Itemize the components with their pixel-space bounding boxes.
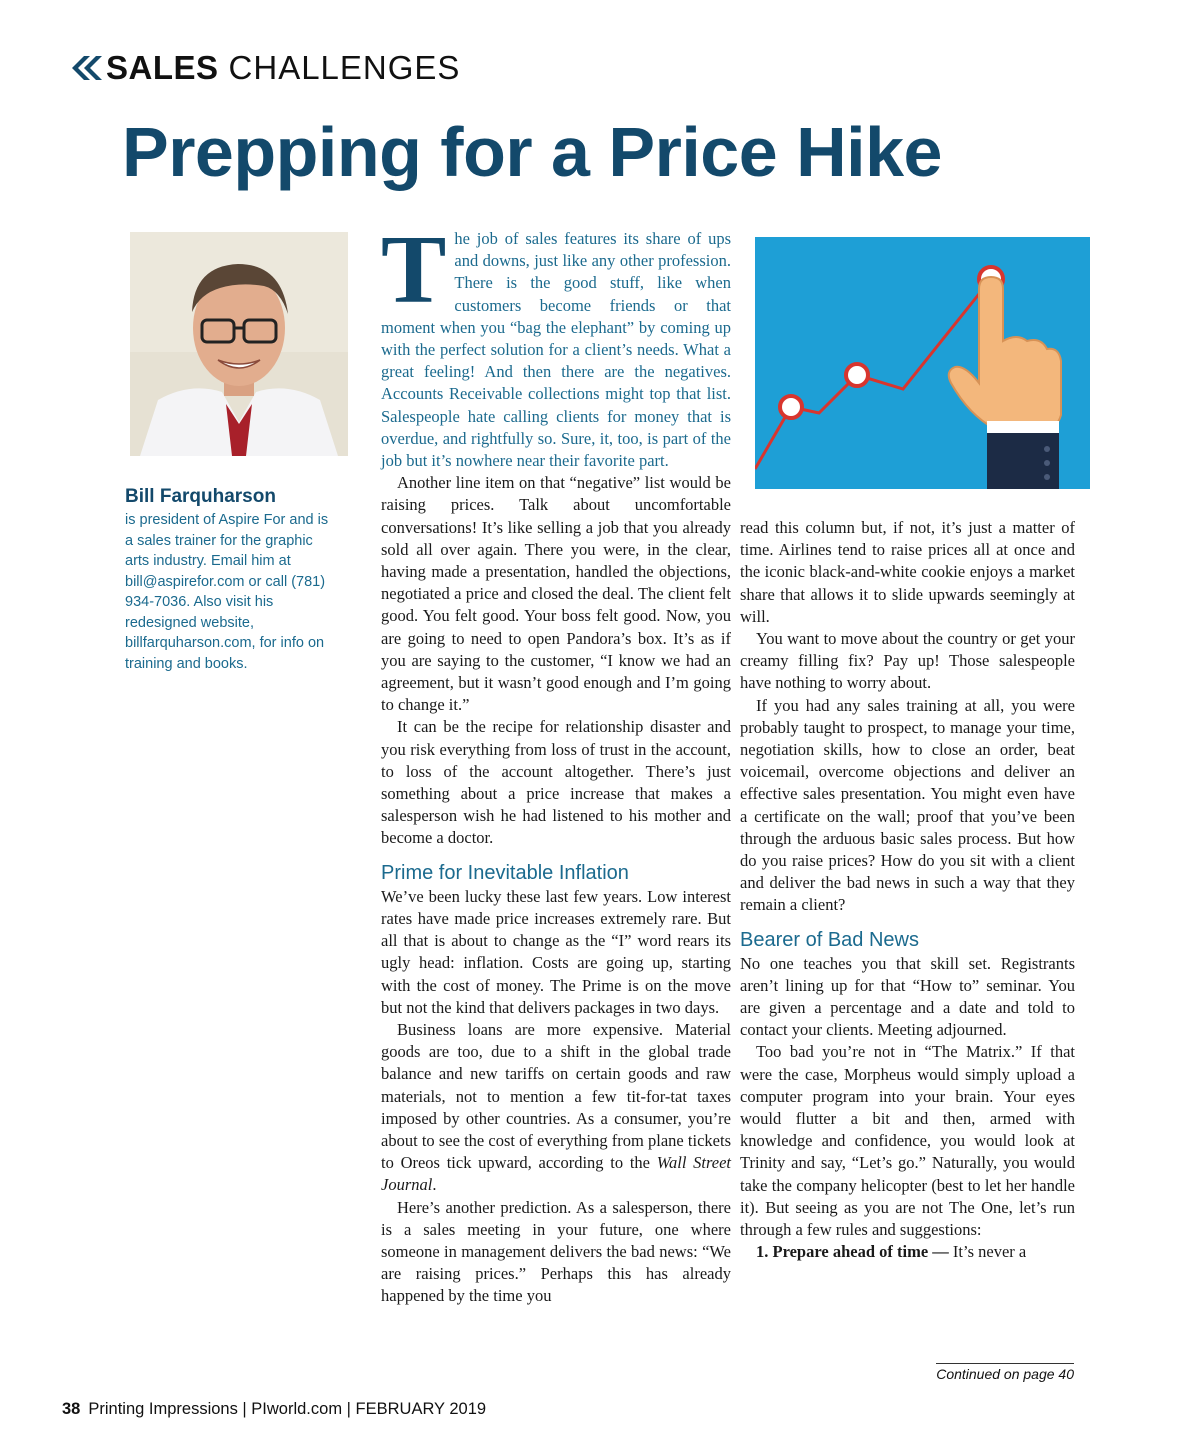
section-label-light: CHALLENGES <box>228 49 461 86</box>
author-photo <box>130 232 348 456</box>
paragraph: read this column but, if not, it’s just a matter of time. Airlines tend to raise prices all at once and the iconic black-and-white cookie enjoys a market share that allows it to slide upwards seemingly at will. <box>740 518 1075 626</box>
publication-title: Wall Street Journal <box>381 1153 732 1195</box>
footer-publication: Printing Impressions | PIworld.com | FEBRUARY 2019 <box>88 1400 487 1418</box>
page-footer <box>62 1400 486 1419</box>
page-number: 38 <box>62 1400 81 1418</box>
section-header <box>68 46 460 90</box>
paragraph <box>381 1019 731 1197</box>
article-column-1 <box>381 216 732 1308</box>
drop-cap: T <box>381 216 447 324</box>
author-name: Bill Farquharson <box>125 486 276 507</box>
continued-link[interactable]: Continued on page 40 <box>936 1363 1074 1382</box>
numbered-tip <box>740 1241 1075 1263</box>
paragraph: No one teaches you that skill set. Registrants aren’t lining up for that “How to” seminar. You are given a percentage and a date and told to contact your clients. Meeting adjourned. <box>740 953 1075 1040</box>
price-rise-illustration <box>755 237 1090 489</box>
section-label-bold: SALES <box>106 49 219 86</box>
paragraph: Too bad you’re not in “The Matrix.” If that were the case, Morpheus would simply upload a computer program into your brain. Your eyes would flutter a bit and then, armed with knowledge and confidence, you would look at Trinity and say, “Let’s go.” Naturally, you would take the company helicopter (best to let her handle it). But seeing as you are not The One, let’s run through a few rules and suggestions: <box>740 1042 1075 1240</box>
tip-heading: 1. Prepare ahead of time — <box>756 1242 949 1262</box>
article-headline: Prepping for a Price Hike <box>122 113 942 191</box>
paragraph-text: Business loans are more expensive. Material goods are too, due to a shift in the global trade balance and new tariffs on certain goods and raw materials, not to mention a few tit-for-tat taxes imposed by other countries. As a consumer, you’re about to see the cost of everything from plane tickets to Oreos tick upward, according to the <box>381 1019 731 1173</box>
author-portrait-image <box>130 232 348 456</box>
paragraph: We’ve been lucky these last few years. Low interest rates have made price increases extremely rare. But all that is about to change as the “I” word rears its ugly head: inflation. Costs are going up, starting with the cost of money. The Prime is on the move but not the kind that delivers packages in two days. <box>381 886 731 1017</box>
lead-text: he job of sales features its share of ups and downs, just like any other profession. There is the good stuff, like when customers become friends or that moment when you “bag the elephant” by coming up with the perfect solution for a client’s needs. What a great feeling! And then there are the negatives. Accounts Receivable collections might top that list. Salespeople hate calling clients for money that is overdue, and rightfully so. Sure, it, too, is part of the job but it’s nowhere near their favorite part. <box>381 229 731 471</box>
double-chevron-left-icon <box>68 51 102 85</box>
paragraph: Here’s another prediction. As a salesperson, there is a sales meeting in your future, one where someone in management delivers the bad news: “We are raising prices.” Perhaps this has already happened by the time you <box>381 1197 731 1306</box>
tip-text: It’s never a <box>948 1242 1027 1262</box>
lead-paragraph <box>381 216 731 472</box>
article-column-2 <box>740 517 1075 1264</box>
paragraph: It can be the recipe for relationship disaster and you risk everything from loss of trust in the account, to loss of the account altogether. There’s just something about a price increase that makes a salesperson wish he had listened to his mother and become a doctor. <box>381 717 731 848</box>
subhead-inflation: Prime for Inevitable Inflation <box>381 861 629 884</box>
paragraph: You want to move about the country or get your creamy filling fix? Pay up! Those salespeople have nothing to worry about. <box>740 629 1075 693</box>
paragraph: Another line item on that “negative” list would be raising prices. Talk about uncomfortable conversations! It’s like selling a job that you already sold all over again. There you were, in the clear, having made a presentation, handled the objections, negotiated a price and closed the deal. The client felt good. You felt good. Your boss felt good. Now, you are going to need to open Pandora’s box. It’s as if you are saying to the customer, “I know we had an agreement, but it wasn’t good enough and I’m going to change it.” <box>381 473 731 715</box>
subhead-bad-news: Bearer of Bad News <box>740 928 919 951</box>
paragraph: If you had any sales training at all, you were probably taught to prospect, to manage your time, negotiation skills, how to close an order, beat voicemail, overcome objections and deliver an effective sales presentation. You might even have a certificate on the wall; proof that you’ve been through the arduous basic sales process. But how do you raise prices? How do you sit with a client and deliver the bad news in such a way that they remain a client? <box>740 695 1075 915</box>
author-bio: is president of Aspire For and is a sales trainer for the graphic arts industry. Email him at bill@aspirefor.com or call (781) 934-7036. Also visit his redesigned website, billfarquharson.com, for info on training and books. <box>125 512 329 672</box>
paragraph-end: . <box>432 1175 437 1195</box>
